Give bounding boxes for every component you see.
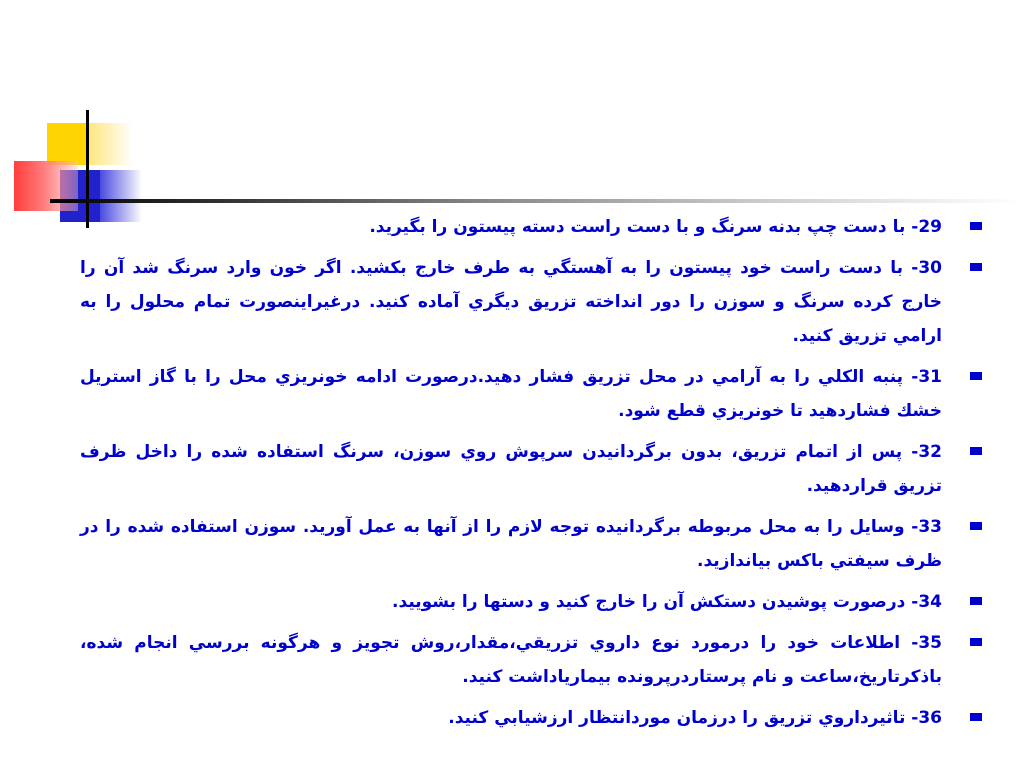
list-item-text: 35- اطلاعات خود را درمورد نوع داروي تزريقي،مقدار،روش تجويز و هرگونه بررسي انجام شده، باذكرتاريخ،ساعت و نام پرستاردرپرونده بيمارياداشت كنيد. [80,633,942,687]
list-item-text: 36- تاثيرداروي تزريق را درزمان موردانتظار ارزشيابي كنيد. [448,708,942,728]
list-item [80,626,982,694]
instruction-list [80,210,982,742]
list-item [80,435,982,503]
list-item-text: 32- پس از اتمام تزريق، بدون برگردانيدن سرپوش روي سوزن، سرنگ استفاده شده را داخل ظرف تزريق قراردهيد. [80,442,942,496]
list-item-text: 29- با دست چپ بدنه سرنگ و با دست راست دسته پيستون را بگيريد. [369,217,942,237]
square-bullet-icon [970,447,982,455]
decor-yellow-square [47,123,89,165]
list-item-text: 33- وسايل را به محل مربوطه برگردانيده توجه لازم را از آنها به عمل آوريد. سوزن استفاده شده را در ظرف سيفتي باكس بياندازيد. [80,517,942,571]
list-item [80,510,982,578]
list-item-text: 31- پنبه الكلي را به آرامي در محل تزريق فشار دهيد.درصورت ادامه خونريزي محل را با گاز استريل خشك فشاردهيد تا خونريزي قطع شود. [80,367,942,421]
square-bullet-icon [970,372,982,380]
square-bullet-icon [970,638,982,646]
list-item [80,701,982,735]
list-item [80,585,982,619]
list-item-text: 34- درصورت پوشيدن دستكش آن را خارج كنيد و دستها را بشوييد. [392,592,942,612]
square-bullet-icon [970,713,982,721]
square-bullet-icon [970,263,982,271]
square-bullet-icon [970,522,982,530]
decor-red-square [14,161,78,211]
square-bullet-icon [970,222,982,230]
list-item [80,210,982,244]
decor-yellow-fade [89,123,133,165]
decor-horizontal-rule [50,199,1020,203]
list-item-text: 30- با دست راست خود پيستون را به آهستگي به طرف خارج بكشيد. اگر خون وارد سرنگ شد آن را خارج كرده سرنگ و سوزن را دور انداخته تزريق ديگري آماده كنيد. درغيراينصورت تمام محلول را به ارامي تزريق كنيد. [80,258,942,346]
list-item [80,251,982,353]
square-bullet-icon [970,597,982,605]
list-item [80,360,982,428]
